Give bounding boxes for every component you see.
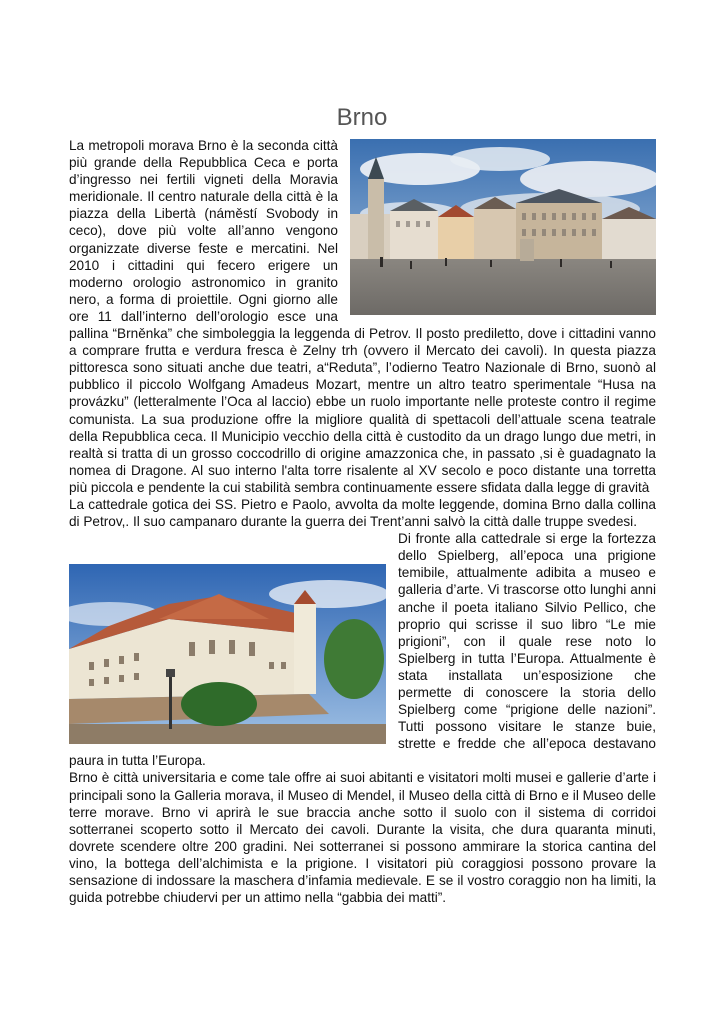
paragraph-4: Brno è città universitaria e come tale offre ai suoi abitanti e visitatori molti musei e gallerie d’arte i principali sono la Galleria morava, il Museo di Mendel, il Museo della città di Brno e il Museo delle terre morave. Brno vi aprirà le sue braccia anche sotto il suolo con il sistema di corridoi sotterranei scoperto sotto il Mercato dei cavoli. Durante la visita, che dura quaranta minuti, dovrete scendere oltre 200 gradini. Nei sotterranei si possono ammirare la storica cantina del vino, la bottega dell’alchimista e la prigione. I visitatori più coraggiosi possono provare la sensazione di indossare la maschera d’infamia medievale. E se il vostro coraggio non ha limiti, la guida potrebbe chiudervi per un attimo nella “gabbia dei matti”. bbox=[69, 770, 656, 906]
paragraph-3: Di fronte alla cattedrale si erge la fortezza dello Spielberg, all’epoca una prigione temibile, attualmente adibita a museo e galleria d’arte. Vi trascorse otto lunghi anni anche il poeta italiano Silvio Pellico, che proprio qui scrisse il suo libro “Le mie prigioni”, con il quale rese noto lo Spielberg in tutta l’Europa. Attualmente è stata installata un’esposizione che permette di conoscere la storia dello Spielberg come “prigione delle nazioni”. Tutti possono visitare le stanze buie, strette e fredde che all’epoca destavano paura in tutta l’Europa. bbox=[69, 531, 656, 769]
paragraph-1: La metropoli morava Brno è la seconda città più grande della Repubblica Ceca e porta d’ingresso nei fertili vigneti della Moravia meridionale. Il centro naturale della città è la piazza della Libertà (náměstí Svobody in ceco), dove più volte all’anno vengono organizzate diverse feste e mercatini. Nel 2010 i cittadini qui fecero erigere un moderno orologio astronomico in granito nero, a forma di proiettile. Ogni giorno alle ore 11 dall’interno dell’orologio esce una pallina “Brněnka” che simboleggia la leggenda di Petrov. Il posto prediletto, dove i cittadini vanno a comprare frutta e verdura fresca è Zelny trh (ovvero il Mercato dei cavoli). In questa piazza pittoresca sono situati anche due teatri, a“Reduta”, l’odierno Teatro Nazionale di Brno, suonò al pubblico il piccolo Wolfgang Amadeus Mozart, mentre un altro teatro sperimentale “Husa na provázku” (letteralmente l’Oca al laccio) ebbe un ruolo importante nelle proteste contro il regime comunista. La sua produzione offre la migliore qualità di spettacoli dell’attuale scena teatrale della Repubblica ceca. Il Municipio vecchio della città è custodito da un drago lungo due metri, in realtà si tratta di un grosso coccodrillo di origine amazzonica che, in passato ,si è guadagnato la nomea di Dragone. Al suo interno l'alta torre risalente al XV secolo e poco distante una torretta più piccola e pendente la cui stabilità sembra continuamente essere sfidata dalla legge di gravità bbox=[69, 138, 656, 495]
paragraph-2: La cattedrale gotica dei SS. Pietro e Paolo, avvolta da molte leggende, domina Brno dalla collina di Petrov,. Il suo campanaro durante la guerra dei Trent’anni salvò la città dalle truppe svedesi. bbox=[69, 496, 656, 530]
square-photo bbox=[350, 139, 656, 315]
article-body bbox=[69, 137, 656, 906]
castle-photo bbox=[69, 564, 386, 744]
page-title: Brno bbox=[336, 104, 388, 132]
